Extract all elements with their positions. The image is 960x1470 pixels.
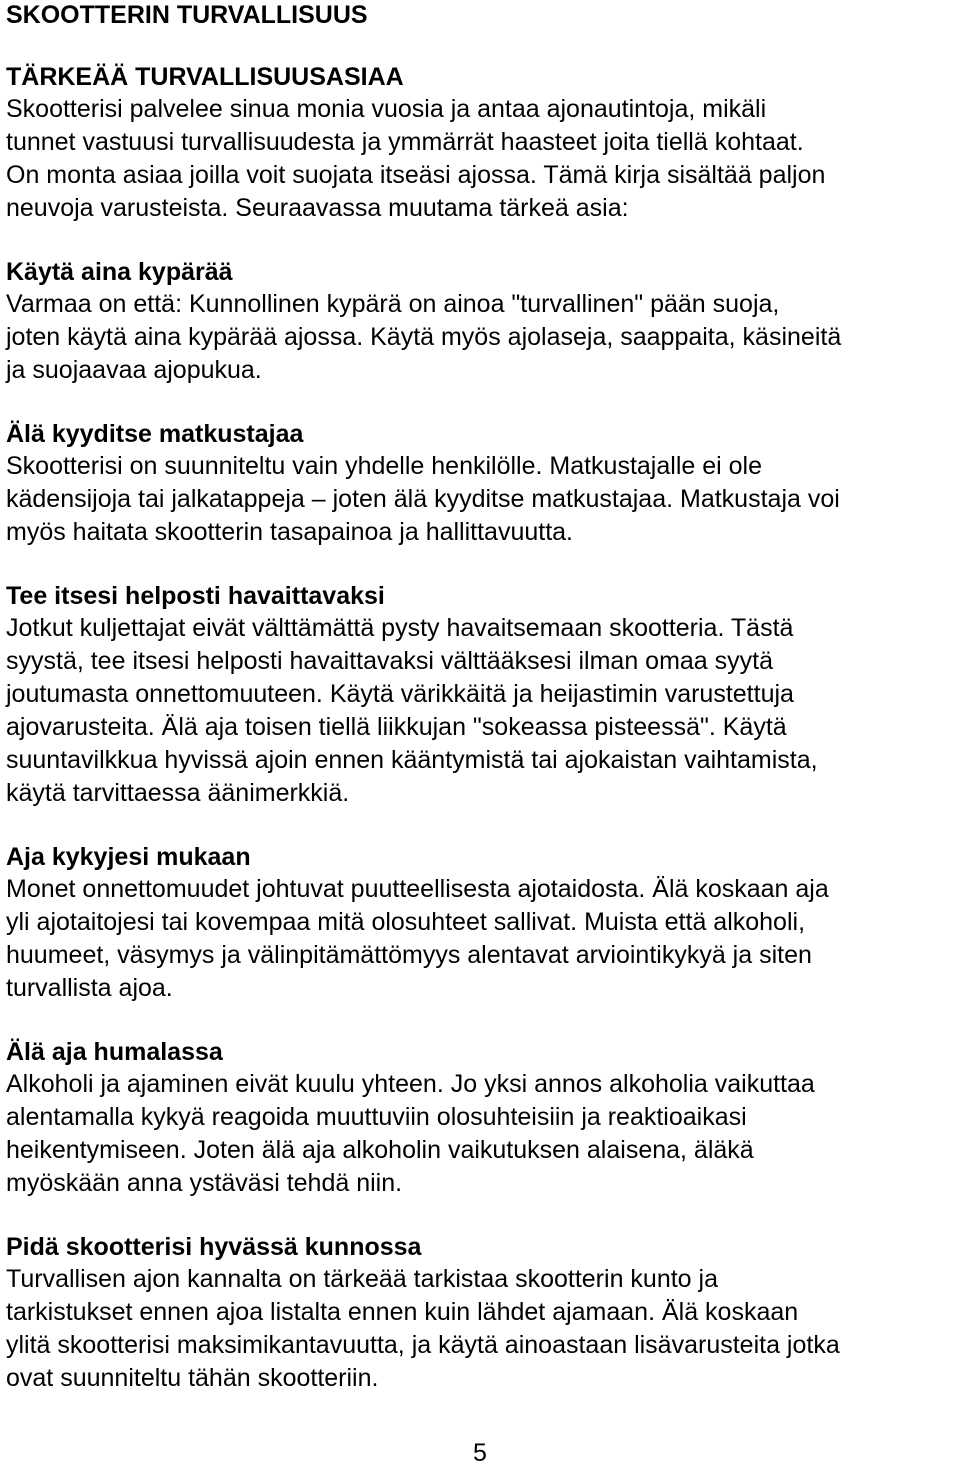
- paragraph-line: Skootterisi on suunniteltu vain yhdelle henkilölle. Matkustajalle ei ole: [6, 452, 762, 480]
- section-heading: Älä aja humalassa: [6, 1038, 223, 1066]
- paragraph-line: joten käytä aina kypärää ajossa. Käytä myös ajolaseja, saappaita, käsineitä: [6, 323, 842, 351]
- paragraph-line: ja suojaavaa ajopukua.: [6, 356, 262, 384]
- section-heading: TÄRKEÄÄ TURVALLISUUSASIAA: [6, 63, 404, 91]
- section-heading: Pidä skootterisi hyvässä kunnossa: [6, 1233, 422, 1261]
- sections-container: [6, 61, 956, 1395]
- paragraph-line: neuvoja varusteista. Seuraavassa muutama tärkeä asia:: [6, 194, 629, 222]
- paragraph-line: käytä tarvittaessa äänimerkkiä.: [6, 779, 350, 807]
- paragraph-line: turvallista ajoa.: [6, 974, 173, 1002]
- section-paragraph: [6, 1263, 956, 1395]
- section-2: [6, 418, 956, 549]
- paragraph-line: joutumasta onnettomuuteen. Käytä värikkäitä ja heijastimin varustettuja: [6, 680, 794, 708]
- section-paragraph: [6, 450, 956, 549]
- section-paragraph: [6, 1068, 956, 1200]
- paragraph-line: huumeet, väsymys ja välinpitämättömyys alentavat arviointikykyä ja siten: [6, 941, 812, 969]
- section-3: [6, 580, 956, 810]
- section-heading: Älä kyyditse matkustajaa: [6, 420, 304, 448]
- section-paragraph: [6, 288, 956, 387]
- paragraph-line: Alkoholi ja ajaminen eivät kuulu yhteen. Jo yksi annos alkoholia vaikuttaa: [6, 1070, 815, 1098]
- paragraph-line: myöskään anna ystäväsi tehdä niin.: [6, 1169, 403, 1197]
- paragraph-line: suuntavilkkua hyvissä ajoin ennen kääntymistä tai ajokaistan vaihtamista,: [6, 746, 818, 774]
- section-paragraph: [6, 873, 956, 1005]
- section-heading: Aja kykyjesi mukaan: [6, 843, 251, 871]
- section-heading: Käytä aina kypärää: [6, 258, 233, 286]
- section-heading: Tee itsesi helposti havaittavaksi: [6, 582, 385, 610]
- paragraph-line: kädensijoja tai jalkatappeja – joten älä kyyditse matkustajaa. Matkustaja voi: [6, 485, 840, 513]
- paragraph-line: Turvallisen ajon kannalta on tärkeää tarkistaa skootterin kunto ja: [6, 1265, 718, 1293]
- paragraph-line: ovat suunniteltu tähän skootteriin.: [6, 1364, 379, 1392]
- document-title: SKOOTTERIN TURVALLISUUS: [6, 1, 368, 29]
- paragraph-line: syystä, tee itsesi helposti havaittavaksi välttääksesi ilman omaa syytä: [6, 647, 774, 675]
- paragraph-line: Skootterisi palvelee sinua monia vuosia ja antaa ajonautintoja, mikäli: [6, 95, 767, 123]
- section-1: [6, 256, 956, 387]
- paragraph-line: myös haitata skootterin tasapainoa ja hallittavuutta.: [6, 518, 574, 546]
- paragraph-line: yli ajotaitojesi tai kovempaa mitä olosuhteet sallivat. Muista että alkoholi,: [6, 908, 806, 936]
- document-page: [6, 0, 956, 1395]
- section-4: [6, 841, 956, 1005]
- paragraph-line: ylitä skootterisi maksimikantavuutta, ja käytä ainoastaan lisävarusteita jotka: [6, 1331, 840, 1359]
- paragraph-line: alentamalla kykyä reagoida muuttuviin olosuhteisiin ja reaktioaikasi: [6, 1103, 747, 1131]
- paragraph-line: Varmaa on että: Kunnollinen kypärä on ainoa "turvallinen" pään suoja,: [6, 290, 780, 318]
- section-paragraph: [6, 612, 956, 810]
- section-6: [6, 1231, 956, 1395]
- paragraph-line: tunnet vastuusi turvallisuudesta ja ymmärrät haasteet joita tiellä kohtaat.: [6, 128, 804, 156]
- section-0: [6, 61, 956, 225]
- paragraph-line: Jotkut kuljettajat eivät välttämättä pysty havaitsemaan skootteria. Tästä: [6, 614, 794, 642]
- paragraph-line: tarkistukset ennen ajoa listalta ennen kuin lähdet ajamaan. Älä koskaan: [6, 1298, 799, 1326]
- paragraph-line: heikentymiseen. Joten älä aja alkoholin vaikutuksen alaisena, äläkä: [6, 1136, 754, 1164]
- paragraph-line: On monta asiaa joilla voit suojata itseäsi ajossa. Tämä kirja sisältää paljon: [6, 161, 826, 189]
- paragraph-line: Monet onnettomuudet johtuvat puutteellisesta ajotaidosta. Älä koskaan aja: [6, 875, 829, 903]
- section-5: [6, 1036, 956, 1200]
- section-paragraph: [6, 93, 956, 225]
- page-number: 5: [473, 1439, 487, 1467]
- paragraph-line: ajovarusteita. Älä aja toisen tiellä liikkujan "sokeassa pisteessä". Käytä: [6, 713, 787, 741]
